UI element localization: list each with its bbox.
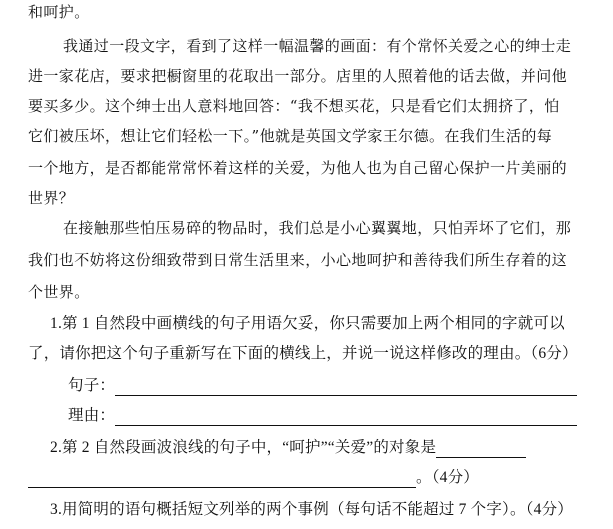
passage-line-4: 要买多少。这个绅士出人意料地回答：“我不想买花，只是看它们太拥挤了，怕 — [28, 97, 560, 115]
passage-line-5: 它们被压坏，想让它们轻松一下。”他就是英国文学家王尔德。在我们生活的每 — [28, 127, 553, 145]
passage-line-1: 和呵护。 — [28, 3, 90, 21]
passage-line-3: 进一家花店，要求把橱窗里的花取出一部分。店里的人照着他的话去做，并问他 — [28, 67, 568, 85]
question-1-reason-row — [68, 406, 577, 426]
passage-line-7: 世界？ — [28, 189, 75, 207]
sentence-label: 句子： — [68, 377, 116, 394]
question-2-line-2 — [28, 468, 479, 488]
passage-line-8: 在接触那些怕压易碎的物品时，我们总是小心翼翼地，只怕弄坏了它们，那 — [63, 219, 572, 237]
question-1-line-2: 了，请你把这个句子重新写在下面的横线上，并说一说这样修改的理由。（6分） — [28, 345, 578, 362]
question-2-points: 。（4分） — [416, 469, 480, 486]
passage-line-9: 我们也不妨将这份细致带到日常生活里来，小心地呵护和善待我们所生存着的这 — [28, 251, 568, 269]
question-3-line-1: 3.用简明的语句概括短文列举的两个事例（每句话不能超过 7 个字）。（4分） — [50, 501, 573, 518]
passage-line-6: 一个地方，是否都能常常怀着这样的关爱，为他人也为自己留心保护一片美丽的 — [28, 159, 568, 177]
question-1-line-1: 1.第 1 自然段中画横线的句子用语欠妥，你只需要加上两个相同的字就可以 — [50, 315, 565, 332]
reason-label: 理由： — [68, 407, 116, 424]
passage-line-2: 我通过一段文字，看到了这样一幅温馨的画面：有个常怀关爱之心的绅士走 — [63, 37, 572, 55]
sentence-answer-blank[interactable] — [115, 379, 577, 396]
question-2-line-1 — [50, 438, 526, 458]
question-2-answer-blank-2[interactable] — [28, 471, 416, 488]
passage-line-10: 个世界。 — [28, 283, 90, 301]
question-2-text: 2.第 2 自然段画波浪线的句子中，“呵护”“关爱”的对象是 — [50, 439, 437, 456]
reason-answer-blank[interactable] — [115, 409, 577, 426]
question-1-sentence-row — [68, 376, 577, 396]
question-2-answer-blank-1[interactable] — [436, 441, 526, 458]
